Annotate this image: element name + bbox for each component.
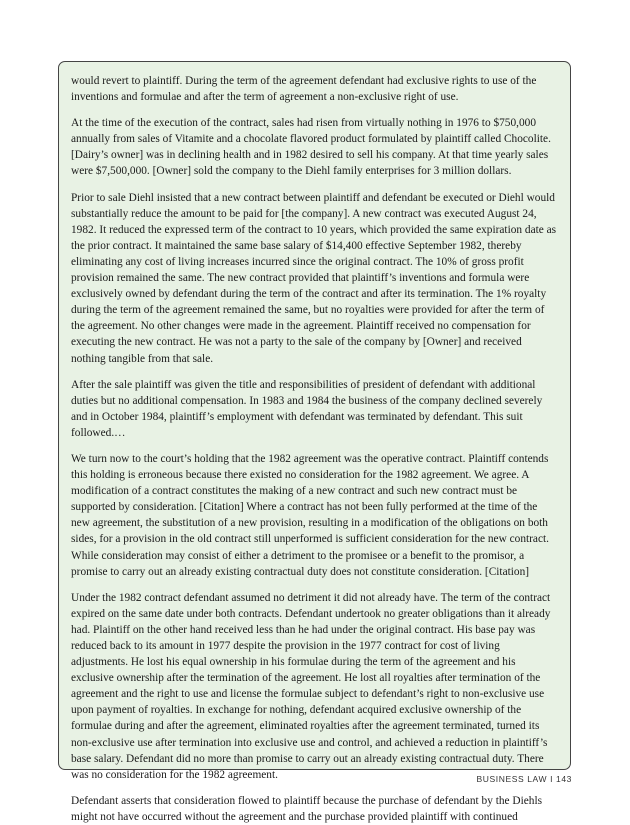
excerpt-paragraph: At the time of the execution of the contract, sales had risen from virtually nothing in 1976 to $750,000 annually from sales of Vitamite and a chocolate flavored product formulated by plaintiff called Chocolite. [Dairy’s owner] was in declining health and in 1982 desired to sell his company. At that time yearly sales were $7,500,000. [Owner] sold the company to the Diehl family enterprises for 3 million dollars.	[71, 117, 551, 178]
excerpt-paragraph: Under the 1982 contract defendant assumed no detriment it did not already have. The term of the contract expired on the same date under both contracts. Defendant undertook no greater obligations than it already had. Plaintiff on the other hand received less than he had under the original contract. His base pay was reduced back to its amount in 1977 despite the provision in the 1977 contract for cost of living adjustments. He lost his equal ownership in his formulae during the term of the agreement and his exclusive ownership after the termination of the agreement. He lost all royalties after termination of the agreement and the right to use and license the formulae subject to defendant’s right to non-exclusive use upon payment of royalties. In exchange for nothing, defendant acquired exclusive ownership of the formulae during and after the agreement, eliminated royalties after the agreement terminated, turned its non-exclusive use after termination into exclusive use and control, and achieved a reduction in plaintiff’s base salary. Defendant did no more than promise to carry out an already existing contractual duty. There was no consideration for the 1982 agreement.	[71, 591, 551, 781]
page-footer: BUSINESS LAW I 143	[476, 774, 572, 784]
excerpt-paragraph: Defendant asserts that consideration flowed to plaintiff because the purchase of defendant by the Diehls might not have occurred without the agreement and the purchase provided plaintiff with continued	[71, 794, 543, 823]
excerpt-paragraph: After the sale plaintiff was given the title and responsibilities of president of defendant with additional duties but no additional compensation. In 1983 and 1984 the business of the company declined severely and in October 1984, plaintiff’s employment with defendant was terminated by defendant. This suit followed.…	[71, 378, 543, 439]
excerpt-paragraph: would revert to plaintiff. During the term of the agreement defendant had exclusive rights to use of the inventions and formulae and after the term of agreement a non-exclusive right of use.	[71, 75, 537, 104]
excerpt-paragraph: Prior to sale Diehl insisted that a new contract between plaintiff and defendant be executed or Diehl would substantially reduce the amount to be paid for [the company]. A new contract was executed August 24, 1982. It reduced the expressed term of the contract to 10 years, which provided the same expiration date as the prior contract. It maintained the same base salary of $14,400 effective September 1982, thereby eliminating any cost of living increases incurred since the original contract. The 10% of gross profit provision remained the same. The new contract provided that plaintiff’s inventions and formula were exclusively owned by defendant during the term of the contract and after its termination. The 1% royalty during the term of the agreement remained the same, but no royalties were provided for after the term of the agreement. No other changes were made in the agreement. Plaintiff received no compensation for executing the new contract. He was not a party to the sale of the company by [Owner] and received nothing tangible from that sale.	[71, 191, 557, 365]
excerpt-paragraph: We turn now to the court’s holding that the 1982 agreement was the operative contract. Plaintiff contends this holding is erroneous because there existed no consideration for the 1982 agreement. We agree. A modification of a contract constitutes the making of a new contract and such new contract must be supported by consideration. [Citation] Where a contract has not been fully performed at the time of the new agreement, the substitution of a new provision, resulting in a modification of the obligations on both sides, for a provision in the old contract still unperformed is sufficient consideration for the new contract. While consideration may consist of either a detriment to the promisee or a benefit to the promisor, a promise to carry out an already existing contractual duty does not constitute consideration. [Citation]	[71, 452, 549, 578]
